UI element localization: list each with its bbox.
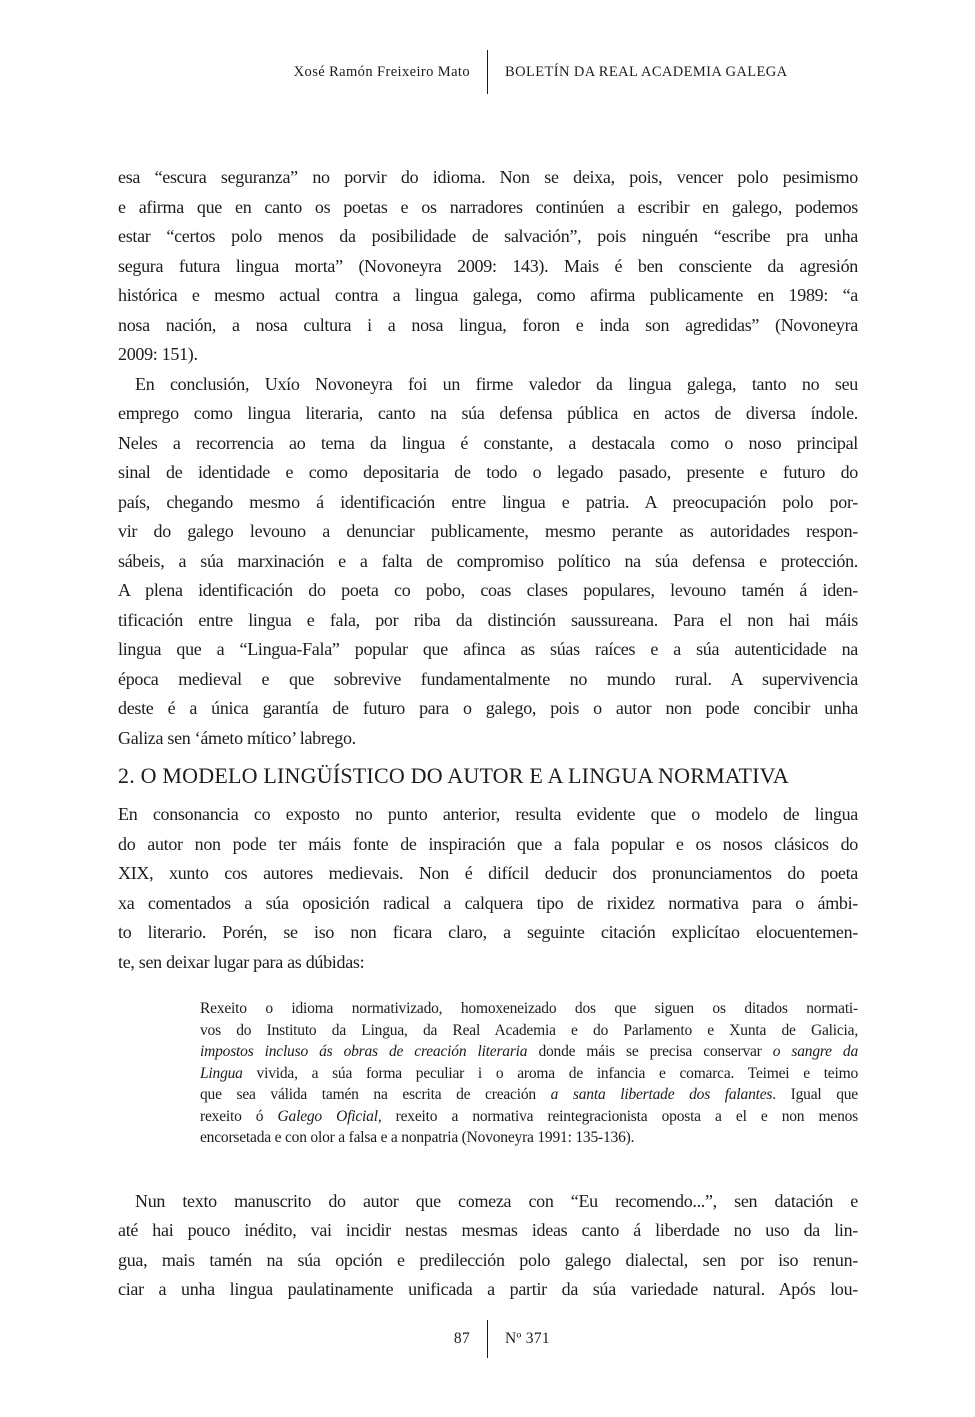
italic-phrase: impostos incluso ás obras de creación literaria: [200, 1043, 528, 1060]
text-line: 2009: 151).: [118, 344, 198, 364]
text-line: Galiza sen ‘ámeto mítico’ labrego.: [118, 727, 356, 748]
text-line: sábeis, a súa marxinación e a falta de compromiso político na súa defensa e protección.: [118, 550, 858, 571]
block-quote: [118, 998, 858, 1149]
text-line: En consonancia co exposto no punto anterior, resulta evidente que o modelo de lingua: [118, 804, 858, 824]
text-line: to literario. Porén, se iso non ficara claro, a seguinte citación explicítao elocuentemen-: [118, 922, 858, 942]
text-line: vos do Instituto da Lingua, da Real Academia e do Parlamento e Xunta de Galicia,: [200, 1021, 858, 1039]
paragraph: [118, 163, 858, 370]
text-line: Rexeito o idioma normativizado, homoxeneizado dos que siguen os ditados normati-: [200, 1000, 858, 1017]
text-line: A plena identificación do poeta co pobo, coas clases populares, levouno tamén á iden-: [118, 580, 858, 600]
paragraph: [118, 370, 858, 754]
text-line: que sea válida tamén na escrita de creación a santa libertade dos falantes. Igual que: [200, 1086, 858, 1103]
text-line: segura futura lingua morta” (Novoneyra 2009: 143). Mais é ben consciente da agresión: [118, 255, 858, 276]
text-line: Lingua vivida, a súa forma peculiar i o aroma de infancia e comarca. Teimei e teimo: [200, 1064, 858, 1082]
paragraph: [118, 1187, 858, 1305]
text-line: nosa nación, a nosa cultura i a nosa lingua, foron e inda son agredidas” (Novoneyra: [118, 314, 858, 335]
text-line: país, chegando mesmo á identificación entre lingua e patria. A preocupación polo por-: [118, 491, 858, 512]
text-line: te, sen deixar lugar para as dúbidas:: [118, 951, 365, 972]
italic-phrase: o sangre da: [772, 1043, 858, 1060]
text-line: até hai pouco inédito, vai incidir nestas mesmas ideas canto á liberdade no uso da lin-: [118, 1220, 858, 1240]
text-line: estar “certos polo menos da posibilidade de salvación”, pois ninguén “escribe pra unha: [118, 226, 858, 246]
page-footer: [0, 1320, 975, 1358]
text-line: histórica e mesmo actual contra a lingua galega, como afirma publicamente en 1989: “a: [118, 285, 858, 305]
footer-issue-number: Nº 371: [505, 1330, 550, 1347]
italic-phrase: Lingua: [200, 1064, 243, 1082]
italic-phrase: a santa libertade dos falantes: [550, 1086, 773, 1103]
text-line: impostos incluso ás obras de creación literaria donde máis se precisa conservar o sangre da: [200, 1043, 858, 1060]
article-body: [118, 163, 858, 1305]
text-line: Neles a recorrencia ao tema da lingua é constante, a destacala como o noso principal: [118, 432, 858, 453]
paragraph: [118, 800, 858, 977]
text-line: encorsetada e con olor a falsa e a nonpatria (Novoneyra 1991: 135-136).: [200, 1129, 635, 1146]
text-line: En conclusión, Uxío Novoneyra foi un firme valedor da lingua galega, tanto no seu: [135, 373, 858, 394]
text-line: ciar a unha lingua paulatinamente unificada a partir da súa variedade natural. Após lou-: [118, 1279, 858, 1299]
text-line: Nun texto manuscrito do autor que comeza con “Eu recomendo...”, sen datación e: [135, 1190, 858, 1211]
text-line: sinal de identidade e como depositaria de todo o legado pasado, presente e futuro do: [118, 462, 858, 482]
text-line: época medieval e que sobrevive fundamentalmente no mundo rural. A supervivencia: [118, 668, 858, 689]
header-author: Xosé Ramón Freixeiro Mato: [293, 63, 470, 80]
text-line: emprego como lingua literaria, canto na súa defensa pública en actos de diversa índole.: [118, 403, 858, 423]
page-header: [0, 50, 975, 94]
header-journal-title: BOLETÍN DA REAL ACADEMIA GALEGA: [505, 63, 788, 80]
text-line: xa comentados a súa oposición radical a calquera tipo de rixidez normativa para o ámbi-: [118, 892, 858, 913]
text-line: gua, mais tamén na súa opción e predilección polo galego dialectal, sen por iso renun-: [118, 1249, 858, 1270]
text-line: deste é a única garantía de futuro para o galego, pois o autor non pode concibir unha: [118, 698, 858, 718]
italic-phrase: Galego Oficial: [277, 1107, 378, 1125]
section-heading: 2. O MODELO LINGÜÍSTICO DO AUTOR E A LINGUA NORMATIVA: [118, 763, 790, 788]
text-line: esa “escura seguranza” no porvir do idioma. Non se deixa, pois, vencer polo pesimismo: [118, 167, 858, 187]
text-line: vir do galego levouno a denunciar publicamente, mesmo perante as autoridades respon-: [118, 521, 858, 541]
text-line: lingua que a “Lingua-Fala” popular que afinca as súas raíces e a súa autenticidade na: [118, 639, 858, 659]
text-line: do autor non pode ter máis fonte de inspiración que a fala popular e os nosos clásicos do: [118, 833, 858, 854]
text-line: e afirma que en canto os poetas e os narradores continúen a escribir en galego, podemos: [118, 196, 858, 217]
text-line: XIX, xunto cos autores medievais. Non é difícil deducir dos pronunciamentos do poeta: [118, 863, 858, 883]
text-line: rexeito ó Galego Oficial, rexeito a normativa reintegracionista oposta a el e non menos: [200, 1107, 858, 1125]
footer-page-number: 87: [453, 1330, 470, 1347]
text-line: tificación entre lingua e fala, por riba da distinción saussureana. Para el non hai máis: [118, 609, 858, 630]
